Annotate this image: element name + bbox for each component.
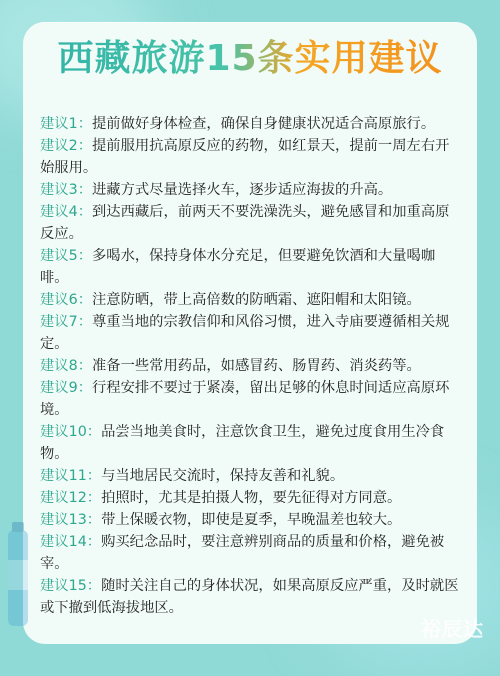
tip-label: 建议10：	[40, 424, 102, 440]
tip-text: 准备一些常用药品，如感冒药、肠胃药、消炎药等。	[92, 358, 421, 374]
tip-item	[40, 531, 460, 575]
tip-label: 建议14：	[40, 534, 102, 550]
tip-label: 建议1：	[40, 116, 92, 132]
tip-item	[40, 465, 460, 487]
tip-label: 建议3：	[40, 182, 92, 198]
tip-text: 提前做好身体检查，确保自身健康状况适合高原旅行。	[92, 116, 436, 132]
tip-label: 建议5：	[40, 248, 92, 264]
tip-label: 建议9：	[40, 380, 92, 396]
tip-text: 拍照时，尤其是拍摄人物，要先征得对方同意。	[101, 490, 402, 506]
tip-item	[40, 113, 460, 135]
tip-item	[40, 509, 460, 531]
tip-item	[40, 421, 460, 465]
tip-label: 建议2：	[40, 138, 92, 154]
tip-item	[40, 355, 460, 377]
tip-label: 建议12：	[40, 490, 102, 506]
watermark-logo: 裕辰达	[421, 617, 484, 641]
tip-label: 建议13：	[40, 512, 102, 528]
tip-label: 建议4：	[40, 204, 92, 220]
tip-text: 行程安排不要过于紧凑，留出足够的休息时间适应高原环境。	[40, 380, 450, 418]
tip-text: 注意防晒，带上高倍数的防晒霜、遮阳帽和太阳镜。	[92, 292, 421, 308]
tips-list	[40, 113, 460, 619]
tip-item	[40, 245, 460, 289]
tip-label: 建议15：	[40, 578, 102, 594]
tip-label: 建议6：	[40, 292, 92, 308]
tip-text: 品尝当地美食时，注意饮食卫生，避免过度食用生冷食物。	[40, 424, 445, 462]
tip-text: 购买纪念品时，要注意辨别商品的质量和价格，避免被宰。	[40, 534, 445, 572]
tip-item	[40, 289, 460, 311]
tip-item	[40, 311, 460, 355]
tip-label: 建议8：	[40, 358, 92, 374]
tip-label: 建议7：	[40, 314, 92, 330]
tip-item	[40, 135, 460, 179]
tip-text: 与当地居民交流时，保持友善和礼貌。	[101, 468, 345, 484]
tip-text: 到达西藏后，前两天不要洗澡洗头，避免感冒和加重高原反应。	[40, 204, 450, 242]
tip-text: 多喝水，保持身体水分充足，但要避免饮酒和大量喝咖啡。	[40, 248, 436, 286]
tip-item	[40, 575, 460, 619]
tip-text: 尊重当地的宗教信仰和风俗习惯，进入寺庙要遵循相关规定。	[40, 314, 450, 352]
tip-label: 建议11：	[40, 468, 102, 484]
tip-text: 随时关注自己的身体状况，如果高原反应严重，及时就医或下撤到低海拔地区。	[40, 578, 459, 616]
tip-text: 进藏方式尽量选择火车，逐步适应海拔的升高。	[92, 182, 393, 198]
tip-text: 提前服用抗高原反应的药物，如红景天，提前一周左右开始服用。	[40, 138, 450, 176]
page-title: 西藏旅游15条实用建议	[0, 35, 500, 83]
tip-item	[40, 201, 460, 245]
tip-item	[40, 179, 460, 201]
bottle-illustration	[0, 520, 36, 630]
tip-text: 带上保暖衣物，即使是夏季，早晚温差也较大。	[101, 512, 402, 528]
tip-item	[40, 377, 460, 421]
tip-item	[40, 487, 460, 509]
